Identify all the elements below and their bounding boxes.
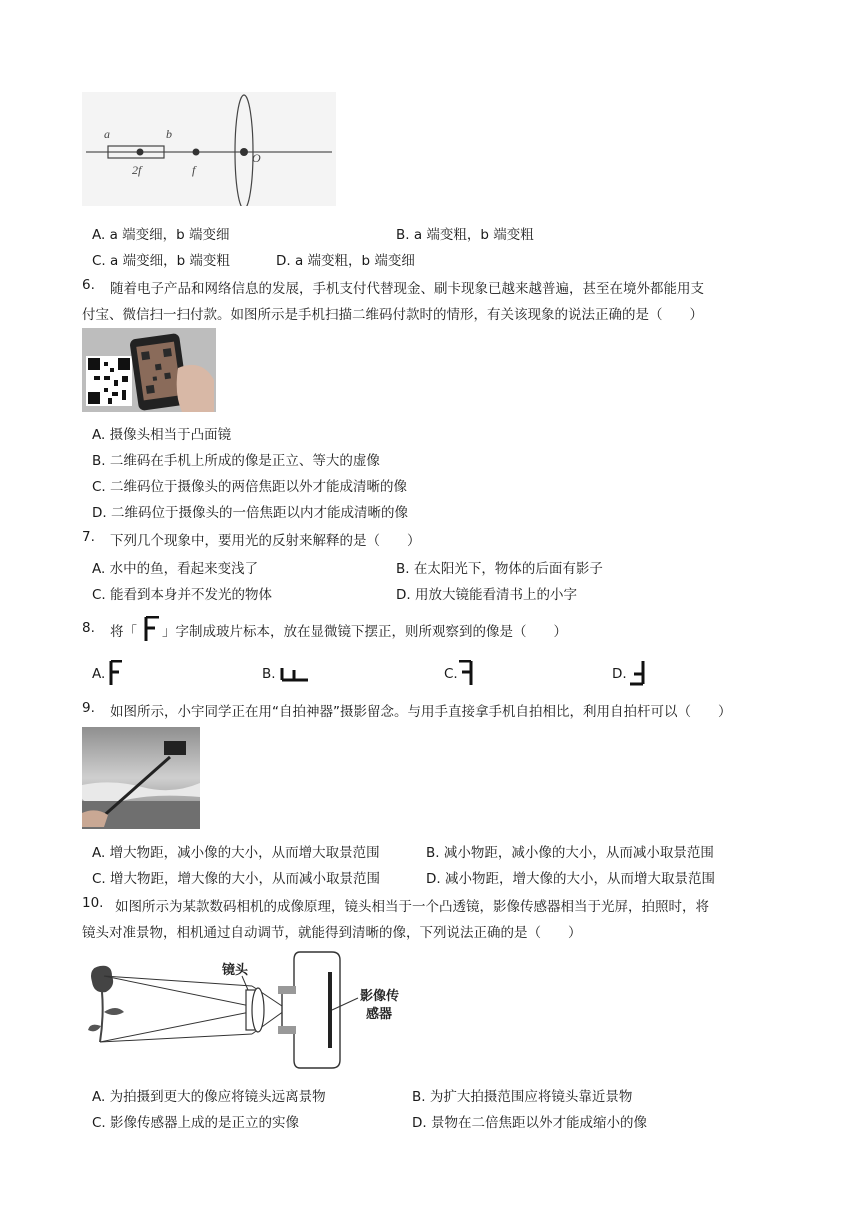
label-f: f <box>192 163 196 177</box>
q6-option-c[interactable]: C. 二维码位于摄像头的两倍焦距以外才能成清晰的像 <box>92 479 408 495</box>
q6-qr-photo <box>82 328 216 412</box>
camera-optics-diagram <box>82 946 412 1074</box>
option-c-glyph <box>458 660 474 686</box>
q8-stem-prefix: 将「 <box>110 624 137 640</box>
label-2f: 2f <box>132 163 142 177</box>
q5-option-c[interactable]: C. a 端变细，b 端变粗 <box>92 253 230 269</box>
point-2f <box>137 149 144 156</box>
q6-stem-line1: 随着电子产品和网络信息的发展，手机支付代替现金、刷卡现象已越来越普遍，甚至在境外都能用支 <box>110 281 704 297</box>
q10-stem-line1: 如图所示为某款数码相机的成像原理，镜头相当于一个凸透镜，影像传感器相当于光屏，拍照时，将 <box>115 899 709 915</box>
q7-stem: 下列几个现象中，要用光的反射来解释的是（ ） <box>110 533 421 549</box>
point-f <box>193 149 200 156</box>
q8-option-a[interactable]: A. <box>92 666 106 682</box>
label-lens: 镜头 <box>222 963 249 978</box>
q10-option-c[interactable]: C. 影像传感器上成的是正立的实像 <box>92 1115 300 1131</box>
label-b: b <box>166 127 172 141</box>
label-sensor-1: 影像传 <box>360 989 400 1004</box>
option-b-glyph <box>280 664 310 682</box>
q5-option-d[interactable]: D. a 端变粗，b 端变细 <box>276 253 415 269</box>
q10-stem-line2: 镜头对准景物，相机通过自动调节，就能得到清晰的像，下列说法正确的是（ ） <box>82 925 582 941</box>
label-a: a <box>104 127 110 141</box>
q8-number: 8. <box>82 620 95 636</box>
q9-option-c[interactable]: C. 增大物距，增大像的大小，从而减小取景范围 <box>92 871 381 887</box>
q10-camera-diagram <box>82 946 412 1074</box>
q7-number: 7. <box>82 529 95 545</box>
q7-option-d[interactable]: D. 用放大镜能看清书上的小字 <box>396 587 577 603</box>
q6-stem-line2: 付宝、微信扫一扫付款。如图所示是手机扫描二维码付款时的情形，有关该现象的说法正确的是（ ） <box>82 307 703 323</box>
q6-option-b[interactable]: B. 二维码在手机上所成的像是正立、等大的虚像 <box>92 453 380 469</box>
q5-optics-diagram <box>82 92 336 206</box>
point-o <box>240 148 248 156</box>
selfie-stick-image <box>82 727 200 829</box>
q7-option-c[interactable]: C. 能看到本身并不发光的物体 <box>92 587 273 603</box>
f-glyph-specimen <box>143 616 161 642</box>
q10-option-d[interactable]: D. 景物在二倍焦距以外才能成缩小的像 <box>412 1115 647 1131</box>
option-d-glyph <box>628 660 646 686</box>
q10-number: 10. <box>82 895 104 911</box>
q6-number: 6. <box>82 277 95 293</box>
option-a-glyph <box>108 660 124 686</box>
label-sensor-2: 感器 <box>366 1007 393 1022</box>
q9-option-a[interactable]: A. 增大物距，减小像的大小，从而增大取景范围 <box>92 845 380 861</box>
q8-option-b[interactable]: B. <box>262 666 276 682</box>
qr-scan-image <box>82 328 216 412</box>
q7-option-b[interactable]: B. 在太阳光下，物体的后面有影子 <box>396 561 603 577</box>
q8-stem-suffix: 」字制成玻片标本，放在显微镜下摆正，则所观察到的像是（ ） <box>162 624 567 640</box>
q5-option-b[interactable]: B. a 端变粗，b 端变粗 <box>396 227 534 243</box>
q9-selfie-photo <box>82 727 200 829</box>
q9-stem: 如图所示，小宇同学正在用“自拍神器”摄影留念。与用手直接拿手机自拍相比，利用自拍杆可以（ ） <box>110 704 732 720</box>
q6-option-a[interactable]: A. 摄像头相当于凸面镜 <box>92 427 232 443</box>
phone-on-stick <box>164 741 186 755</box>
camera-lens <box>252 988 264 1032</box>
q10-option-b[interactable]: B. 为扩大拍摄范围应将镜头靠近景物 <box>412 1089 633 1105</box>
q9-number: 9. <box>82 700 95 716</box>
q10-option-a[interactable]: A. 为拍摄到更大的像应将镜头远离景物 <box>92 1089 326 1105</box>
q9-option-d[interactable]: D. 减小物距，增大像的大小，从而增大取景范围 <box>426 871 715 887</box>
q7-option-a[interactable]: A. 水中的鱼，看起来变浅了 <box>92 561 259 577</box>
q8-option-d[interactable]: D. <box>612 666 627 682</box>
q8-option-c[interactable]: C. <box>444 666 458 682</box>
label-o: O <box>252 151 261 165</box>
q5-option-a[interactable]: A. a 端变细，b 端变细 <box>92 227 230 243</box>
image-sensor <box>328 972 332 1048</box>
q9-option-b[interactable]: B. 减小物距，减小像的大小，从而减小取景范围 <box>426 845 714 861</box>
q5-optics-figure <box>82 92 336 206</box>
q6-option-d[interactable]: D. 二维码位于摄像头的一倍焦距以内才能成清晰的像 <box>92 505 408 521</box>
